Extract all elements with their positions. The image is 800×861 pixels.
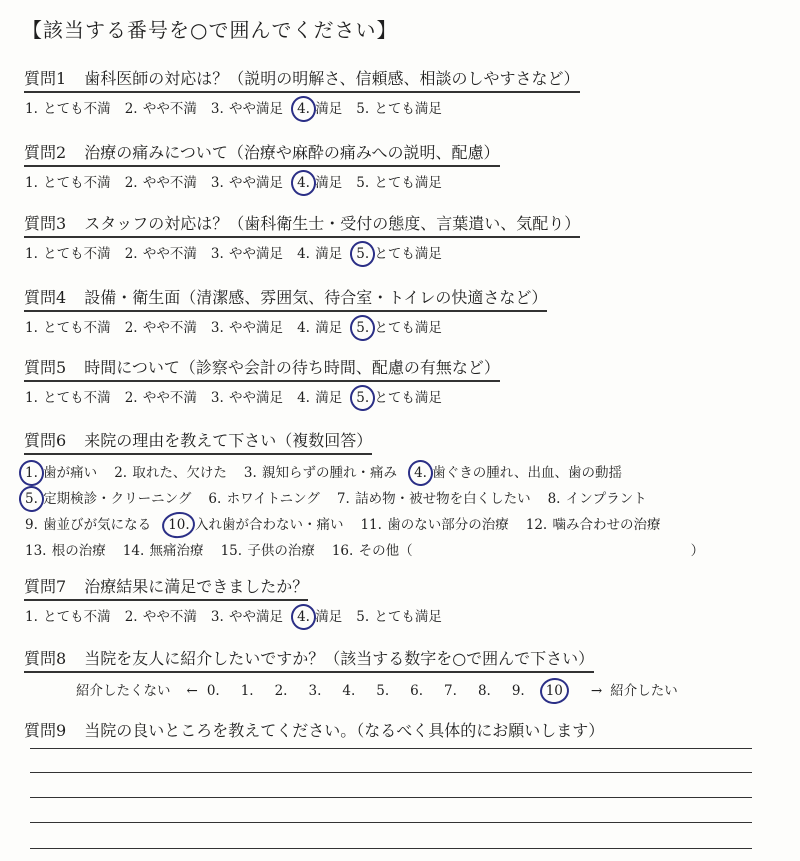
option-number: 8.: [477, 683, 491, 699]
rating-option-2[interactable]: [124, 171, 197, 191]
answer-line[interactable]: [30, 822, 752, 823]
option-label: とても満足: [370, 101, 442, 117]
option-label: とても満足: [370, 320, 442, 336]
question-number: 質問1: [24, 69, 67, 88]
option-label: やや不満: [138, 101, 197, 117]
option-number: 2.: [124, 320, 138, 336]
option-label: ホワイトニング: [222, 491, 320, 507]
option-label: 歯のない部分の治療: [382, 517, 509, 533]
option-number: 4.: [297, 609, 310, 625]
reason-row: [24, 487, 764, 507]
option-number: 2.: [124, 246, 138, 262]
rating-option-1[interactable]: [24, 171, 111, 191]
reason-row: [24, 539, 764, 559]
option-label: 満足: [310, 175, 343, 191]
option-number: 5.: [376, 683, 390, 699]
rating-option-1[interactable]: [24, 605, 111, 625]
question-8: [24, 646, 764, 699]
reason-option[interactable]: [525, 513, 661, 533]
question-text: 歯科医師の対応は？（説明の明解さ、信頼感、相談のしやすさなど）: [84, 69, 580, 88]
option-number: 1.: [25, 320, 38, 336]
option-number: 12.: [525, 517, 548, 533]
option-number: 3.: [210, 390, 224, 406]
option-number: 4.: [342, 683, 356, 699]
reason-option[interactable]: [331, 539, 413, 559]
option-label: 歯並びが気になる: [38, 517, 152, 533]
option-number: 8.: [547, 491, 561, 507]
option-number: 3.: [243, 465, 257, 481]
option-label: とても不満: [38, 175, 111, 191]
option-number: 10: [545, 683, 563, 699]
option-label: 満足: [310, 246, 343, 262]
reason-option[interactable]: [24, 487, 191, 507]
option-label: 子供の治療: [243, 543, 315, 559]
option-number: 9.: [511, 683, 525, 699]
scale-option[interactable]: [206, 683, 221, 699]
option-label: やや満足: [224, 175, 284, 191]
scale-option[interactable]: [240, 683, 255, 699]
rating-option-2[interactable]: [124, 605, 197, 625]
option-label: やや不満: [138, 390, 197, 406]
option-number: 15.: [220, 543, 243, 559]
question-number: 質問6: [24, 431, 67, 450]
option-label: やや満足: [224, 390, 284, 406]
reason-option[interactable]: [359, 513, 508, 533]
option-number: 2.: [124, 390, 138, 406]
answer-line[interactable]: [30, 797, 752, 798]
option-label: とても満足: [370, 390, 442, 406]
question-text: 当院を友人に紹介したいですか？（該当する数字を○で囲んで下さい）: [84, 649, 595, 668]
question-text: 治療結果に満足できましたか？: [84, 577, 309, 596]
rating-option-3[interactable]: [210, 97, 283, 117]
question-heading: [24, 211, 580, 238]
option-label: やや不満: [138, 246, 197, 262]
question-2: [24, 140, 764, 191]
question-text: 当院の良いところを教えてください。（なるべく具体的にお願いします）: [84, 721, 605, 740]
rating-option-5[interactable]: [355, 171, 442, 191]
rating-options: [24, 242, 764, 262]
option-number: 2.: [124, 175, 138, 191]
rating-option-4[interactable]: [296, 605, 342, 625]
reason-row: [24, 513, 764, 533]
question-text: 設備・衛生面（清潔感、雰囲気、待合室・トイレの快適さなど）: [84, 288, 548, 307]
option-label: 入れ歯が合わない・痛い: [190, 517, 344, 533]
option-number: 5.: [356, 175, 370, 191]
option-label: 満足: [310, 101, 343, 117]
option-label: とても満足: [370, 246, 442, 262]
rating-option-4[interactable]: [296, 242, 342, 262]
scale-option[interactable]: [375, 683, 390, 699]
scale-option[interactable]: [307, 683, 322, 699]
option-number: 3.: [210, 101, 224, 117]
rating-options: [24, 171, 764, 191]
option-number: 5.: [356, 101, 370, 117]
question-heading: [24, 66, 580, 93]
option-label: とても満足: [370, 609, 442, 625]
reason-row: [24, 461, 764, 481]
question-4: [24, 285, 764, 336]
question-7: [24, 574, 764, 625]
option-number: 4.: [297, 246, 310, 262]
rating-options: [24, 316, 764, 336]
other-close-paren: ）: [690, 543, 705, 559]
option-label: とても不満: [38, 246, 111, 262]
rating-option-4[interactable]: [296, 316, 342, 336]
question-text: 来院の理由を教えて下さい（複数回答）: [84, 431, 373, 450]
option-number: 1.: [25, 609, 38, 625]
question-heading: [24, 428, 372, 455]
question-9: [24, 718, 764, 743]
option-number: 16.: [331, 543, 354, 559]
option-label: やや満足: [224, 101, 284, 117]
question-heading: [24, 140, 500, 167]
question-number: 質問7: [24, 577, 67, 596]
option-label: インプラント: [561, 491, 647, 507]
option-label: 満足: [310, 390, 343, 406]
rating-option-4[interactable]: [296, 97, 342, 117]
question-text: 治療の痛みについて（治療や麻酔の痛みへの説明、配慮）: [84, 143, 500, 162]
rating-option-3[interactable]: [210, 316, 283, 336]
option-number: 5.: [356, 390, 370, 406]
rating-option-5[interactable]: [355, 242, 442, 262]
option-label: 満足: [310, 320, 343, 336]
option-label: やや不満: [138, 175, 197, 191]
question-number: 質問8: [24, 649, 67, 668]
question-6: [24, 428, 764, 559]
question-text: 時間について（診察や会計の待ち時間、配慮の有無など）: [84, 358, 500, 377]
reason-option[interactable]: [413, 461, 622, 481]
option-number: 6.: [208, 491, 222, 507]
reason-option[interactable]: [336, 487, 531, 507]
question-heading: [24, 574, 308, 601]
option-label: やや満足: [224, 609, 284, 625]
question-heading: [24, 355, 500, 382]
answer-line[interactable]: [30, 772, 752, 773]
option-number: 5.: [25, 491, 38, 507]
option-number: 4.: [297, 175, 310, 191]
option-label: やや不満: [138, 320, 197, 336]
arrow-right-icon: →: [590, 683, 603, 699]
rating-option-1[interactable]: [24, 242, 111, 262]
option-number: 5.: [356, 609, 370, 625]
option-label: とても不満: [38, 101, 111, 117]
answer-line[interactable]: [30, 848, 752, 849]
rating-option-4[interactable]: [296, 386, 342, 406]
option-label: 満足: [310, 609, 343, 625]
option-number: 11.: [360, 517, 382, 533]
option-label: とても不満: [38, 609, 111, 625]
option-number: 1.: [25, 390, 38, 406]
question-1: [24, 66, 764, 117]
rating-option-1[interactable]: [24, 97, 111, 117]
question-heading: [24, 285, 547, 312]
rating-option-5[interactable]: [355, 316, 442, 336]
option-label: 無痛治療: [145, 543, 204, 559]
question-5: [24, 355, 764, 406]
option-label: 取れた、欠けた: [128, 465, 227, 481]
rating-option-5[interactable]: [355, 386, 442, 406]
scale-option[interactable]: [443, 683, 458, 699]
option-number: 5.: [356, 320, 370, 336]
rating-option-3[interactable]: [210, 386, 283, 406]
option-label: 根の治療: [47, 543, 106, 559]
question-heading: [24, 646, 594, 673]
option-label: 歯が痛い: [38, 465, 98, 481]
rating-option-5[interactable]: [355, 605, 442, 625]
rating-option-3[interactable]: [210, 171, 283, 191]
option-number: 4.: [297, 320, 310, 336]
option-label: 親知らずの腫れ・痛み: [257, 465, 398, 481]
option-label: やや満足: [224, 320, 284, 336]
reason-option[interactable]: [547, 487, 647, 507]
option-number: 1.: [25, 175, 38, 191]
option-number: 4.: [414, 465, 427, 481]
option-number: 3.: [210, 609, 224, 625]
option-number: 2.: [114, 465, 128, 481]
rating-option-2[interactable]: [124, 386, 197, 406]
rating-option-3[interactable]: [210, 242, 283, 262]
option-label: 噛み合わせの治療: [548, 517, 661, 533]
answer-line[interactable]: [30, 748, 752, 749]
option-number: 14.: [122, 543, 145, 559]
option-label: 歯ぐきの腫れ、出血、歯の動揺: [427, 465, 623, 481]
reason-option[interactable]: [122, 539, 204, 559]
scale-option[interactable]: [477, 683, 492, 699]
question-number: 質問2: [24, 143, 67, 162]
reason-option[interactable]: [243, 461, 397, 481]
option-number: 4.: [297, 101, 310, 117]
option-number: 7.: [444, 683, 457, 699]
scale-option[interactable]: [545, 683, 564, 699]
option-label: とても不満: [38, 390, 111, 406]
rating-options: [24, 97, 764, 117]
question-number: 質問5: [24, 358, 67, 377]
rating-option-2[interactable]: [124, 242, 197, 262]
rating-option-1[interactable]: [24, 316, 111, 336]
option-number: 7.: [336, 491, 350, 507]
recommend-scale: [76, 679, 764, 699]
option-label: やや不満: [138, 609, 197, 625]
option-label: 定期検診・クリーニング: [38, 491, 192, 507]
reason-option[interactable]: [24, 513, 151, 533]
scale-option[interactable]: [409, 683, 424, 699]
option-number: 0.: [206, 683, 220, 699]
option-number: 1.: [240, 683, 254, 699]
option-label: やや満足: [224, 246, 284, 262]
rating-options: [24, 605, 764, 625]
question-number: 質問3: [24, 214, 67, 233]
scale-option[interactable]: [274, 683, 289, 699]
question-heading: [24, 718, 604, 743]
option-number: 10.: [168, 517, 190, 533]
reason-option[interactable]: [167, 513, 343, 533]
option-number: 9.: [25, 517, 38, 533]
option-number: 4.: [297, 390, 310, 406]
option-number: 2.: [124, 609, 138, 625]
option-number: 2.: [124, 101, 138, 117]
question-text: スタッフの対応は？（歯科衛生士・受付の態度、言葉遣い、気配り）: [84, 214, 581, 233]
option-number: 1.: [25, 246, 38, 262]
option-number: 2.: [274, 683, 288, 699]
reason-option[interactable]: [24, 539, 106, 559]
question-number: 質問4: [24, 288, 67, 307]
option-label: とても不満: [38, 320, 111, 336]
option-label: とても満足: [370, 175, 442, 191]
option-number: 3.: [210, 320, 224, 336]
rating-option-1[interactable]: [24, 386, 111, 406]
question-3: [24, 211, 764, 262]
scale-option[interactable]: [341, 683, 356, 699]
page-title: 【該当する番号を○で囲んでください】: [22, 18, 398, 42]
rating-option-2[interactable]: [124, 97, 197, 117]
rating-option-3[interactable]: [210, 605, 283, 625]
rating-options: [24, 386, 764, 406]
arrow-left-icon: ←: [186, 683, 198, 699]
scale-right-label: 紹介したい: [610, 683, 678, 699]
option-label: 詰め物・被せ物を白くしたい: [350, 491, 531, 507]
rating-option-5[interactable]: [355, 97, 442, 117]
reason-option[interactable]: [113, 461, 227, 481]
option-label: その他（: [354, 543, 413, 559]
scale-left-label: 紹介したくない: [76, 683, 171, 699]
option-number: 3.: [210, 175, 224, 191]
option-number: 6.: [410, 683, 424, 699]
question-number: 質問9: [24, 721, 67, 740]
scale-option[interactable]: [511, 683, 526, 699]
rating-option-2[interactable]: [124, 316, 197, 336]
option-number: 1.: [25, 465, 38, 481]
reason-option[interactable]: [220, 539, 315, 559]
option-number: 1.: [25, 101, 38, 117]
rating-option-4[interactable]: [296, 171, 342, 191]
option-number: 3.: [210, 246, 224, 262]
reason-option[interactable]: [207, 487, 319, 507]
option-number: 5.: [356, 246, 370, 262]
option-number: 13.: [25, 543, 47, 559]
option-number: 3.: [308, 683, 322, 699]
reason-option[interactable]: [24, 461, 97, 481]
